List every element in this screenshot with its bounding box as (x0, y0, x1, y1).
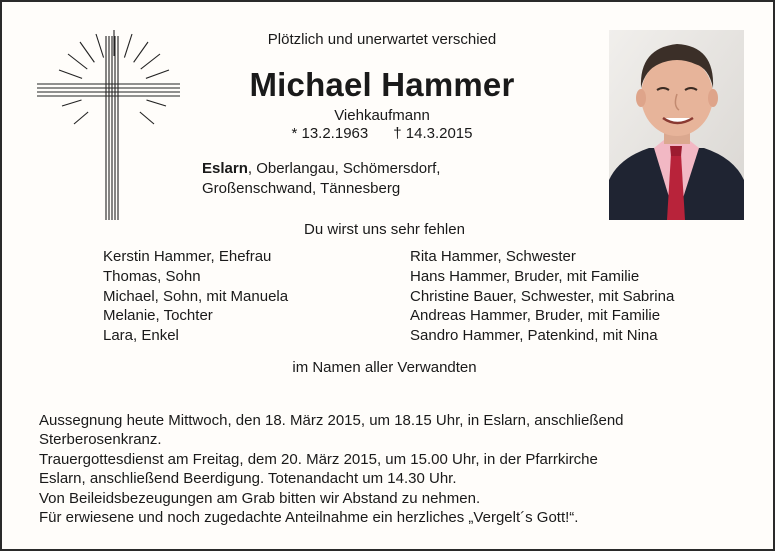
family-member: Thomas, Sohn (103, 267, 201, 285)
location-rest: , Oberlangau, Schömersdorf, (247, 160, 441, 177)
on-behalf-text: im Namen aller Verwandten (292, 359, 477, 376)
birth-date: * 13.2.1963 (291, 125, 369, 142)
service-details (39, 411, 759, 527)
family-member: Hans Hammer, Bruder, mit Familie (410, 267, 640, 285)
locations (202, 159, 582, 199)
family-member: Rita Hammer, Schwester (410, 248, 576, 265)
family-member: Sandro Hammer, Patenkind, mit Nina (410, 327, 658, 345)
family-member: Melanie, Tochter (103, 307, 213, 325)
location-line2: Großenschwand, Tännesberg (202, 180, 401, 197)
profession: Viehkaufmann (334, 107, 430, 124)
family-member: Lara, Enkel (103, 327, 179, 345)
missed-text: Du wirst uns sehr fehlen (304, 221, 465, 238)
intro-text: Plötzlich und unerwartet verschied (267, 31, 497, 48)
life-dates (262, 125, 502, 142)
family-list-left (103, 247, 393, 346)
family-list-right (410, 247, 750, 346)
family-member: Michael, Sohn, mit Manuela (103, 287, 289, 305)
family-member: Christine Bauer, Schwester, mit Sabrina (410, 287, 675, 305)
radiant-cross-icon (34, 28, 184, 223)
deceased-name: Michael Hammer (249, 66, 515, 103)
service-line: Für erwiesene und noch zugedachte Anteilnahme ein herzliches „Vergelt´s Gott!“. (39, 509, 579, 527)
death-date: † 14.3.2015 (393, 125, 473, 142)
service-line: Sterberosenkranz. (39, 431, 162, 449)
service-line: Eslarn, anschließend Beerdigung. Totenandacht um 14.30 Uhr. (39, 470, 457, 488)
family-member: Andreas Hammer, Bruder, mit Familie (410, 307, 661, 325)
location-main: Eslarn (202, 160, 248, 177)
portrait-photo (609, 30, 744, 220)
service-line: Trauergottesdienst am Freitag, dem 20. März 2015, um 15.00 Uhr, in der Pfarrkirche (39, 450, 598, 468)
service-line: Aussegnung heute Mittwoch, den 18. März 2015, um 18.15 Uhr, in Eslarn, anschließend (39, 412, 624, 429)
service-line: Von Beileidsbezeugungen am Grab bitten wir Abstand zu nehmen. (39, 489, 481, 507)
family-member: Kerstin Hammer, Ehefrau (103, 248, 272, 265)
